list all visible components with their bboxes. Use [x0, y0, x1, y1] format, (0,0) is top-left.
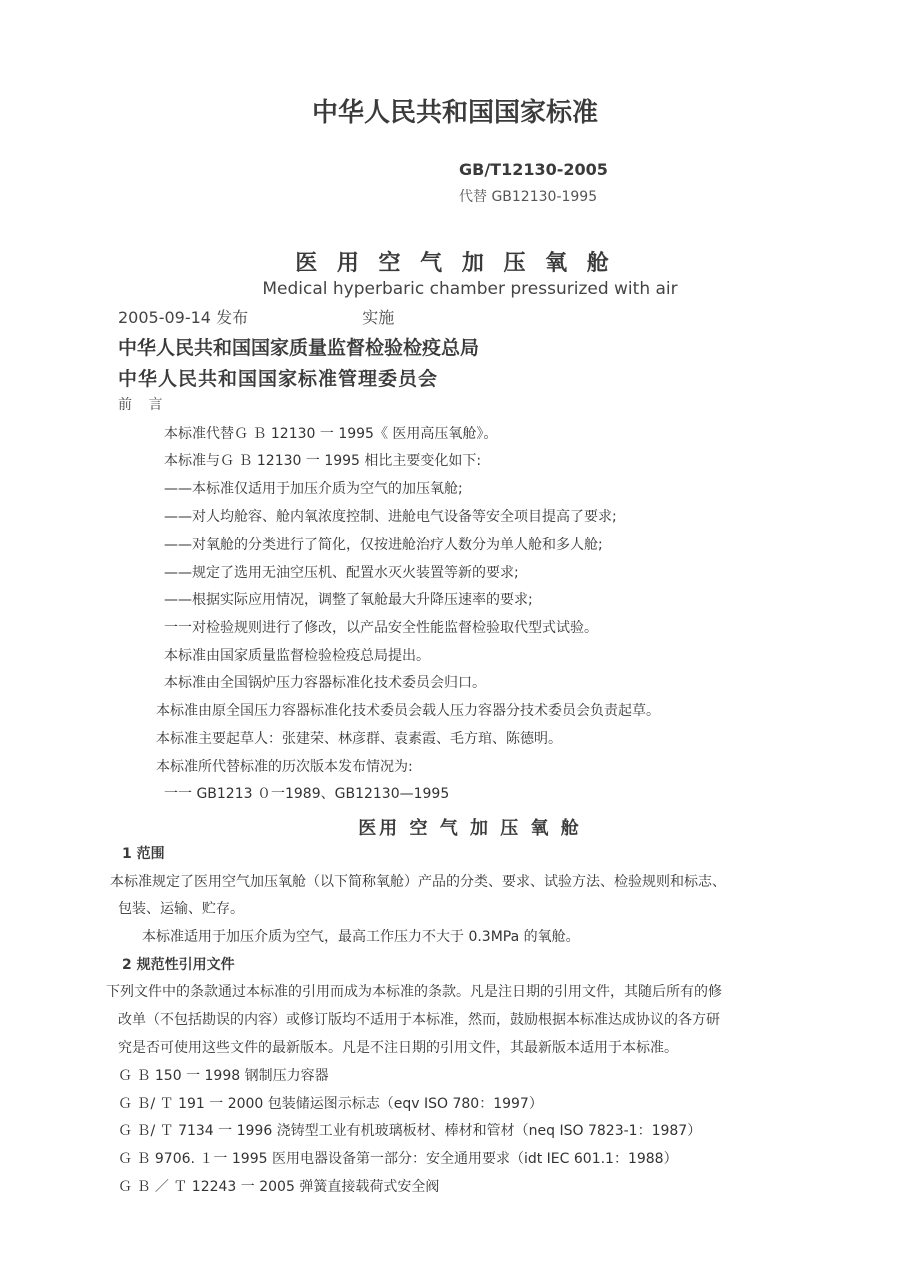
- foreword-paragraph: 本标准所代替标准的历次版本发布情况为:: [156, 759, 413, 775]
- reference-item: Ｇ Ｂ 150 一 1998 钢制压力容器: [118, 1068, 329, 1084]
- references-paragraph: 改单（不包括勘误的内容）或修订版均不适用于本标准，然而，鼓励根据本标准达成协议的各方研: [118, 1012, 720, 1028]
- section-heading-scope: 1 范围: [122, 846, 165, 862]
- section-heading-references: 2 规范性引用文件: [122, 957, 235, 973]
- reference-item: Ｇ Ｂ 9706. １一 1995 医用电器设备第一部分：安全通用要求（idt IEC 601.1：1988）: [118, 1151, 678, 1167]
- issuer-sac: 中华人民共和国国家标准管理委员会: [118, 368, 439, 390]
- standard-number: GB/T12130-2005: [459, 160, 608, 179]
- implement-label: 实施: [362, 308, 395, 327]
- scope-paragraph: 本标准规定了医用空气加压氧舱（以下简称氧舱）产品的分类、要求、试验方法、检验规则和标志、: [110, 874, 726, 890]
- foreword-change-item: ——规定了选用无油空压机、配置水灭火装置等新的要求;: [164, 565, 519, 581]
- foreword-change-item: ——根据实际应用情况，调整了氧舱最大升降压速率的要求;: [164, 592, 533, 608]
- foreword-paragraph: 一一 GB1213 ０一1989、GB12130—1995: [164, 786, 450, 802]
- foreword-change-item: 一一对检验规则进行了修改，以产品安全性能监督检验取代型式试验。: [164, 620, 598, 636]
- document-title-cn: 医 用 空 气 加 压 氧 舱: [295, 251, 615, 276]
- issue-date-line: [118, 305, 394, 328]
- foreword-paragraph: 本标准由全国锅炉压力容器标准化技术委员会归口。: [164, 675, 486, 691]
- reference-item: Ｇ Ｂ ／ Ｔ 12243 一 2005 弹簧直接载荷式安全阀: [118, 1179, 440, 1195]
- foreword-heading: 前 言: [118, 397, 169, 413]
- foreword-paragraph: 本标准由原全国压力容器标准化技术委员会载人压力容器分技术委员会负责起草。: [156, 703, 660, 719]
- reference-item: Ｇ Ｂ/ Ｔ 191 一 2000 包装储运图示标志（eqv ISO 780：1997）: [118, 1096, 543, 1112]
- issue-date: 2005-09-14 发布: [118, 308, 249, 327]
- reference-item: Ｇ Ｂ/ Ｔ 7134 一 1996 浇铸型工业有机玻璃板材、棒材和管材（neq ISO 7823-1：1987）: [118, 1123, 702, 1139]
- replaces-standard: 代替 GB12130-1995: [459, 189, 598, 205]
- foreword-paragraph: 本标准与Ｇ Ｂ 12130 一 1995 相比主要变化如下:: [164, 453, 482, 469]
- scope-paragraph: 包装、运输、贮存。: [118, 901, 244, 917]
- scope-paragraph: 本标准适用于加压介质为空气，最高工作压力不大于 0.3MPa 的氧舱。: [142, 929, 580, 945]
- national-standard-title: 中华人民共和国国家标准: [311, 98, 598, 128]
- references-paragraph: 下列文件中的条款通过本标准的引用而成为本标准的条款。凡是注日期的引用文件，其随后所有的修: [106, 984, 722, 1000]
- references-paragraph: 究是否可使用这些文件的最新版本。凡是不注日期的引用文件，其最新版本适用于本标准。: [118, 1040, 678, 1056]
- issuer-aqsiq: 中华人民共和国国家质量监督检验检疫总局: [118, 337, 480, 359]
- foreword-change-item: ——本标准仅适用于加压介质为空气的加压氧舱;: [164, 481, 463, 497]
- foreword-paragraph: 本标准主要起草人：张建荣、林彦群、袁素霞、毛方琯、陈德明。: [156, 731, 562, 747]
- foreword-change-item: ——对氧舱的分类进行了简化，仅按进舱治疗人数分为单人舱和多人舱;: [164, 537, 603, 553]
- foreword-change-item: ——对人均舱容、舱内氧浓度控制、进舱电气设备等安全项目提高了要求;: [164, 509, 617, 525]
- foreword-paragraph: 本标准代替Ｇ Ｂ 12130 一 1995《 医用高压氧舱》。: [164, 426, 498, 442]
- document-title-en: Medical hyperbaric chamber pressurized with air: [262, 279, 678, 299]
- foreword-paragraph: 本标准由国家质量监督检验检疫总局提出。: [164, 648, 430, 664]
- body-title: 医用 空 气 加 压 氧 舱: [358, 818, 582, 839]
